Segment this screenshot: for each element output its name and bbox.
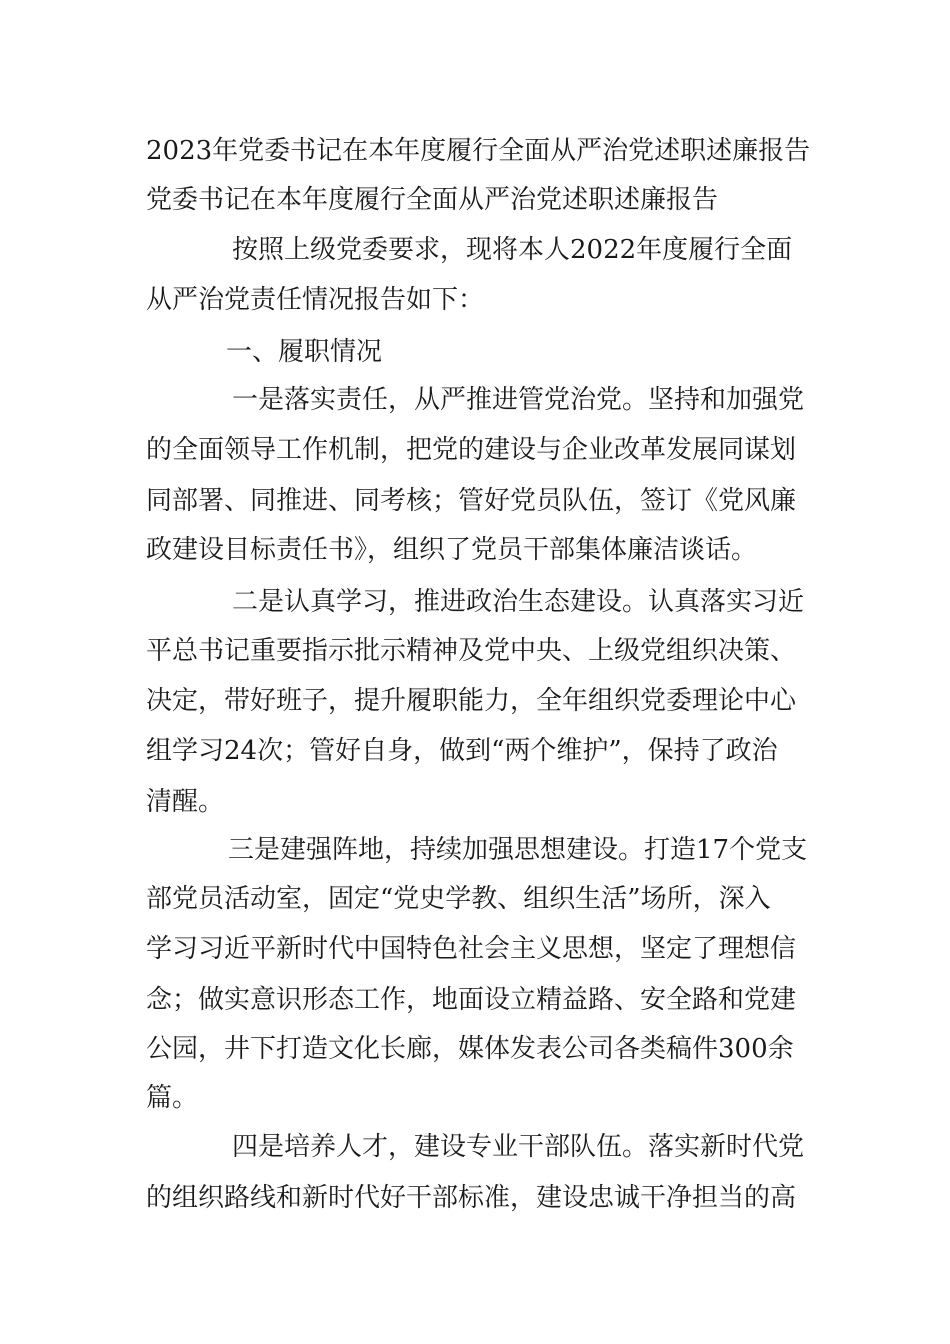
paragraph-line: 政建设目标责任书》，组织了党员干部集体廉洁谈话。 — [146, 535, 758, 565]
section-heading: 一、履职情况 — [226, 337, 383, 367]
document-subtitle: 党委书记在本年度履行全面从严治党述职述廉报告 — [146, 185, 719, 215]
paragraph-line: 二是认真学习，推进政治生态建设。认真落实习近 — [232, 587, 805, 617]
paragraph-line: 组学习24次；管好自身，做到“两个维护”，保持了政治 — [146, 736, 778, 766]
paragraph-line: 学习习近平新时代中国特色社会主义思想，坚定了理想信 — [146, 934, 797, 964]
paragraph-line: 四是培养人才，建设专业干部队伍。落实新时代党 — [232, 1132, 805, 1162]
paragraph-line: 决定，带好班子，提升履职能力，全年组织党委理论中心 — [146, 686, 797, 716]
paragraph-line: 同部署、同推进、同考核；管好党员队伍，签订《党风廉 — [146, 486, 797, 516]
paragraph-line: 按照上级党委要求，现将本人2022年度履行全面 — [232, 235, 793, 265]
paragraph-line: 念；做实意识形态工作，地面设立精益路、安全路和党建 — [146, 985, 797, 1015]
paragraph-line: 的全面领导工作机制，把党的建设与企业改革发展同谋划 — [146, 435, 797, 465]
paragraph-line: 清醒。 — [146, 787, 225, 817]
paragraph-line: 三是建强阵地，持续加强思想建设。打造17个党支 — [228, 835, 808, 865]
document-title: 2023年党委书记在本年度履行全面从严治党述职述廉报告 — [146, 136, 811, 166]
paragraph-line: 一是落实责任，从严推进管党治党。坚持和加强党 — [232, 385, 805, 415]
paragraph-line: 公园，井下打造文化长廊，媒体发表公司各类稿件300余 — [146, 1034, 794, 1064]
paragraph-line: 从严治党责任情况报告如下： — [146, 285, 485, 315]
paragraph-line: 篇。 — [146, 1083, 199, 1113]
paragraph-line: 平总书记重要指示批示精神及党中央、上级党组织决策、 — [146, 636, 797, 666]
paragraph-line: 的组织路线和新时代好干部标准，建设忠诚干净担当的高 — [146, 1183, 797, 1213]
paragraph-line: 部党员活动室，固定“党史学教、组织生活”场所，深入 — [146, 884, 771, 914]
